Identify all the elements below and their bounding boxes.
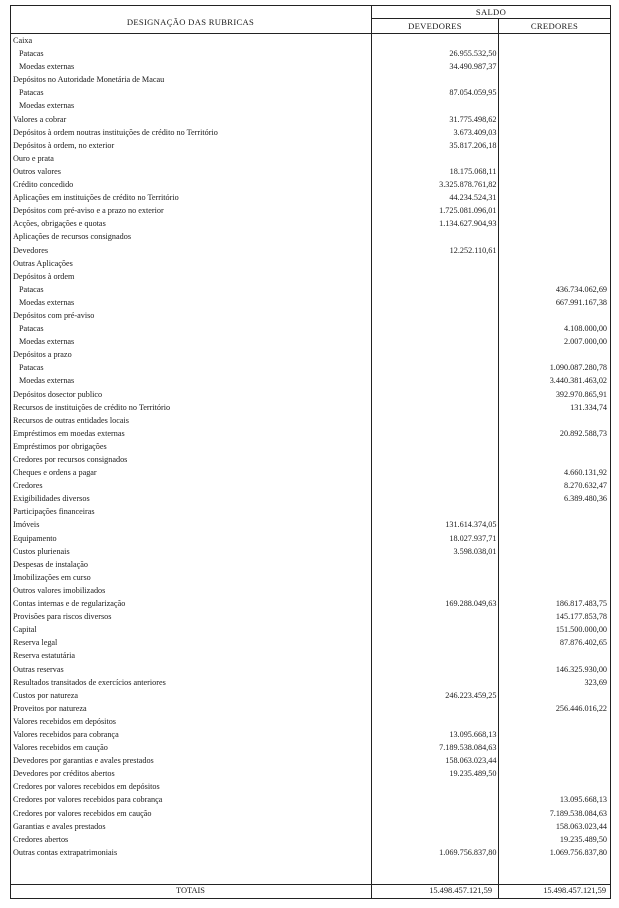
credit-value (502, 178, 611, 191)
table-row (10, 374, 611, 387)
credit-value (502, 348, 611, 361)
rubric-label: Valores recebidos para cobrança (13, 729, 119, 739)
rubric-label: Caixa (13, 36, 33, 45)
rubric-label: Depósitos à ordem noutras instituições de crédito no Território (13, 127, 218, 137)
rubric-label: Garantias e avales prestados (13, 821, 106, 831)
debit-value (372, 676, 503, 689)
table-row (10, 270, 611, 283)
debit-value (372, 780, 503, 793)
credit-value: 1.069.756.837,80 (549, 847, 607, 857)
credit-value (502, 165, 611, 178)
debit-value: 34.490.987,37 (449, 62, 497, 72)
rubric-label: Patacas (19, 284, 44, 294)
credit-value (502, 191, 611, 204)
rubric-label: Patacas (19, 49, 44, 59)
table-row (10, 597, 611, 610)
credit-value: 146.325.930,00 (555, 664, 607, 674)
credit-value (502, 518, 611, 531)
credit-value (502, 453, 611, 466)
credit-value: 131.334,74 (570, 402, 607, 412)
rubric-label: Crédito concedido (13, 180, 74, 190)
credit-value: 3.440.381.463,02 (549, 376, 607, 386)
debit-value (372, 99, 503, 112)
debit-value: 131.614.374,05 (445, 520, 497, 530)
rubric-label: Valores recebidos em depósitos (13, 716, 116, 726)
rubric-label: Patacas (19, 324, 44, 334)
rubric-label: Outros valores (13, 166, 61, 176)
table-row (10, 152, 611, 165)
credit-value (502, 204, 611, 217)
rubric-label: Depósitos à ordem (13, 271, 75, 281)
rubric-label: Participações financeiras (13, 507, 95, 517)
debit-value (372, 73, 503, 86)
credit-value: 7.189.538.084,63 (549, 808, 607, 818)
rubric-table (10, 34, 611, 859)
debit-value: 158.063.023,44 (445, 756, 497, 766)
rubric-label: Credores abertos (13, 834, 69, 844)
debit-value (372, 427, 503, 440)
table-row (10, 60, 611, 73)
credit-value: 6.389.480,36 (564, 494, 607, 504)
table-row (10, 663, 611, 676)
credit-value (502, 270, 611, 283)
debit-value: 26.955.532,50 (449, 49, 497, 59)
table-row (10, 636, 611, 649)
rubric-label: Valores recebidos em caução (13, 743, 108, 753)
table-row (10, 86, 611, 99)
credit-value (502, 126, 611, 139)
debit-value (372, 388, 503, 401)
debit-value: 246.223.459,25 (445, 690, 497, 700)
table-row (10, 793, 611, 806)
table-row (10, 388, 611, 401)
credit-value (502, 257, 611, 270)
credores-header: CREDORES (530, 21, 579, 31)
table-row (10, 466, 611, 479)
rubric-label: Outras reservas (13, 664, 64, 674)
debit-value (372, 833, 503, 846)
rubric-label: Provisões para riscos diversos (13, 612, 112, 622)
credit-value (502, 244, 611, 257)
debit-value (372, 283, 503, 296)
credit-value: 1.090.087.280,78 (549, 363, 607, 373)
rubric-label: Outras contas extrapatrimoniais (13, 847, 118, 857)
rubric-label: Imobilizações em curso (13, 572, 91, 582)
bottom-border (10, 898, 611, 899)
credit-value: 158.063.023,44 (555, 821, 607, 831)
rubric-label: Credores por valores recebidos para cobrança (13, 795, 163, 805)
rubric-label: Moedas externas (19, 62, 75, 72)
rubric-label: Outras Aplicações (13, 258, 73, 268)
table-row (10, 139, 611, 152)
table-row (10, 204, 611, 217)
debit-value: 19.235.489,50 (449, 769, 497, 779)
table-row (10, 401, 611, 414)
debit-value (372, 374, 503, 387)
rubric-label: Moedas externas (19, 337, 75, 347)
rubric-label: Depósitos à ordem, no exterior (13, 140, 115, 150)
rubric-label: Depósitos com pré-aviso e a prazo no exterior (13, 206, 164, 216)
totals-debit: 15.498.457.121,59 (429, 886, 492, 895)
credit-value (502, 741, 611, 754)
credit-value (502, 780, 611, 793)
table-row (10, 73, 611, 86)
table-row (10, 47, 611, 60)
table-row (10, 440, 611, 453)
rubric-label: Empréstimos por obrigações (13, 441, 107, 451)
debit-value (372, 558, 503, 571)
table-row (10, 217, 611, 230)
table-row (10, 545, 611, 558)
table-row (10, 833, 611, 846)
debit-value: 18.027.937,71 (449, 533, 497, 543)
debit-value (372, 505, 503, 518)
totals-label: TOTAIS (176, 886, 205, 895)
credit-value (502, 728, 611, 741)
credit-value (502, 152, 611, 165)
credit-value (502, 139, 611, 152)
debit-value: 1.069.756.837,80 (439, 847, 497, 857)
rubric-label: Depósitos com pré-aviso (13, 310, 95, 320)
totals-credit: 15.498.457.121,59 (543, 886, 606, 895)
rubric-label: Depósitos no Autoridade Monetária de Macau (13, 75, 165, 85)
table-row (10, 191, 611, 204)
table-row (10, 34, 611, 47)
credit-value (502, 715, 611, 728)
totals-top-border (10, 884, 611, 885)
credit-value (502, 217, 611, 230)
debit-value: 7.189.538.084,63 (439, 743, 497, 753)
table-row (10, 623, 611, 636)
table-row (10, 505, 611, 518)
credit-value (502, 47, 611, 60)
credit-value (502, 584, 611, 597)
table-row (10, 453, 611, 466)
rubric-label: Patacas (19, 88, 44, 98)
rubric-label: Despesas de instalação (13, 559, 89, 569)
credit-value (502, 545, 611, 558)
table-row (10, 296, 611, 309)
debit-value (372, 34, 503, 47)
debit-value (372, 793, 503, 806)
rubric-label: Reserva estatutária (13, 651, 76, 661)
devedores-header: DEVEDORES (408, 21, 462, 31)
table-row (10, 728, 611, 741)
credit-value: 4.108.000,00 (564, 324, 607, 334)
debit-value (372, 807, 503, 820)
credit-value: 2.007.000,00 (564, 337, 607, 347)
table-row (10, 780, 611, 793)
rubric-label: Devedores por garantias e avales prestados (13, 756, 154, 766)
credit-value (502, 309, 611, 322)
debit-value: 13.095.668,13 (449, 729, 497, 739)
table-row (10, 322, 611, 335)
debit-value (372, 479, 503, 492)
debit-value (372, 466, 503, 479)
rubric-label: Credores (13, 481, 43, 491)
table-row (10, 257, 611, 270)
table-row (10, 571, 611, 584)
rubric-header: DESIGNAÇÃO DAS RUBRICAS (126, 17, 255, 27)
table-row (10, 348, 611, 361)
table-row (10, 361, 611, 374)
top-border (10, 5, 611, 6)
rubric-label: Recursos de outras entidades locais (13, 415, 129, 425)
rubric-label: Exigibilidades diversos (13, 494, 90, 504)
table-row (10, 689, 611, 702)
table-row (10, 532, 611, 545)
credit-value: 323,69 (584, 677, 607, 687)
rubric-label: Devedores (13, 245, 49, 255)
rubric-label: Aplicações de recursos consignados (13, 232, 131, 242)
debit-value: 1.134.627.904,93 (439, 219, 497, 229)
table-row (10, 492, 611, 505)
table-row (10, 649, 611, 662)
debit-value (372, 453, 503, 466)
table-row (10, 807, 611, 820)
table-row (10, 702, 611, 715)
debit-value (372, 715, 503, 728)
balance-sheet (10, 5, 611, 899)
table-row (10, 558, 611, 571)
table-row (10, 846, 611, 859)
debit-value: 3.325.878.761,82 (439, 180, 497, 190)
credit-value: 19.235.489,50 (559, 834, 607, 844)
debit-value (372, 492, 503, 505)
credit-value (502, 414, 611, 427)
table-row (10, 767, 611, 780)
rubric-label: Empréstimos em moedas externas (13, 428, 125, 438)
credit-value: 13.095.668,13 (559, 795, 607, 805)
debit-value: 35.817.206,18 (449, 140, 497, 150)
credit-value (502, 689, 611, 702)
table-row (10, 427, 611, 440)
table-row (10, 610, 611, 623)
rubric-label: Equipamento (13, 533, 57, 543)
credit-value (502, 113, 611, 126)
saldo-header: SALDO (475, 7, 507, 17)
debit-value: 44.234.524,31 (449, 193, 497, 203)
rubric-label: Cheques e ordens a pagar (13, 468, 97, 478)
rubric-label: Recursos de instituições de crédito no Território (13, 402, 171, 412)
credit-value: 87.876.402,65 (559, 638, 607, 648)
debit-value (372, 335, 503, 348)
rubric-label: Custos por natureza (13, 690, 79, 700)
credit-value: 145.177.853,78 (555, 612, 607, 622)
credit-value: 186.817.483,75 (555, 599, 607, 609)
table-row (10, 414, 611, 427)
debit-value (372, 663, 503, 676)
rubric-label: Proveitos por natureza (13, 703, 87, 713)
credit-value: 392.970.865,91 (555, 389, 607, 399)
credit-value: 4.660.131,92 (564, 468, 607, 478)
rubric-label: Moedas externas (19, 101, 75, 111)
rubric-label: Devedores por créditos abertos (13, 769, 115, 779)
debit-value (372, 322, 503, 335)
rubric-label: Depósitos dosector publico (13, 389, 103, 399)
credit-value (502, 73, 611, 86)
credit-value: 8.270.632,47 (564, 481, 607, 491)
debit-value (372, 584, 503, 597)
debit-value (372, 636, 503, 649)
credit-value (502, 440, 611, 453)
debit-value: 1.725.081.096,01 (439, 206, 497, 216)
credit-value (502, 649, 611, 662)
debit-value: 169.288.049,63 (445, 599, 497, 609)
rubric-label: Acções, obrigações e quotas (13, 219, 106, 229)
rubric-label: Valores a cobrar (13, 114, 67, 124)
table-row (10, 99, 611, 112)
credit-value: 436.734.062,69 (555, 284, 607, 294)
rubric-label: Custos plurienais (13, 546, 70, 556)
debit-value: 3.673.409,03 (453, 127, 497, 137)
rubric-label: Credores por valores recebidos em caução (13, 808, 152, 818)
credit-value (502, 505, 611, 518)
debit-value: 3.598.038,01 (453, 546, 497, 556)
rubric-label: Resultados transitados de exercícios anteriores (13, 677, 166, 687)
credit-value: 667.991.167,38 (555, 297, 607, 307)
credit-value (502, 230, 611, 243)
debit-value: 12.252.110,61 (449, 245, 497, 255)
credit-value: 20.892.588,73 (559, 428, 607, 438)
debit-value (372, 623, 503, 636)
debit-value (372, 309, 503, 322)
table-row (10, 741, 611, 754)
rubric-label: Moedas externas (19, 297, 75, 307)
rubric-label: Outros valores imobilizados (13, 585, 106, 595)
table-row (10, 126, 611, 139)
credit-value (502, 99, 611, 112)
rubric-label: Moedas externas (19, 376, 75, 386)
credit-value (502, 754, 611, 767)
table-row (10, 820, 611, 833)
table-row (10, 754, 611, 767)
credit-value: 256.446.016,22 (555, 703, 607, 713)
debit-value (372, 440, 503, 453)
debit-value (372, 401, 503, 414)
rubric-label: Patacas (19, 363, 44, 373)
rubric-label: Depósitos a prazo (13, 350, 72, 360)
credit-value (502, 60, 611, 73)
debit-value (372, 270, 503, 283)
table-row (10, 584, 611, 597)
rubric-label: Capital (13, 625, 37, 635)
debit-value: 87.054.059,95 (449, 88, 497, 98)
credit-value (502, 34, 611, 47)
debit-value: 31.775.498,62 (449, 114, 497, 124)
debit-value (372, 348, 503, 361)
table-row (10, 230, 611, 243)
rubric-label: Reserva legal (13, 638, 58, 648)
table-row (10, 178, 611, 191)
debit-value: 18.175.068,11 (449, 166, 497, 176)
table-row (10, 715, 611, 728)
credit-value: 151.500.000,00 (555, 625, 607, 635)
table-row (10, 113, 611, 126)
table-row (10, 676, 611, 689)
table-row (10, 165, 611, 178)
table-row (10, 479, 611, 492)
debit-value (372, 152, 503, 165)
debit-value (372, 649, 503, 662)
rubric-label: Credores por valores recebidos em depósitos (13, 782, 160, 792)
debit-value (372, 257, 503, 270)
saldo-divider (371, 18, 611, 19)
credit-value (502, 86, 611, 99)
debit-value (372, 361, 503, 374)
debit-value (372, 820, 503, 833)
rubric-label: Contas internas e de regularização (13, 599, 126, 609)
credit-value (502, 558, 611, 571)
debit-value (372, 296, 503, 309)
debit-value (372, 610, 503, 623)
credit-value (502, 571, 611, 584)
credit-value (502, 767, 611, 780)
table-row (10, 335, 611, 348)
rubric-label: Ouro e prata (13, 153, 54, 163)
rubric-label: Credores por recursos consignados (13, 455, 128, 464)
rubric-label: Aplicações em instituições de crédito no Território (13, 193, 179, 203)
rubric-label: Imóveis (13, 520, 40, 530)
table-row (10, 244, 611, 257)
credit-value (502, 532, 611, 545)
debit-value (372, 230, 503, 243)
debit-value (372, 702, 503, 715)
debit-value (372, 414, 503, 427)
table-row (10, 283, 611, 296)
debit-value (372, 571, 503, 584)
table-row (10, 518, 611, 531)
table-row (10, 309, 611, 322)
